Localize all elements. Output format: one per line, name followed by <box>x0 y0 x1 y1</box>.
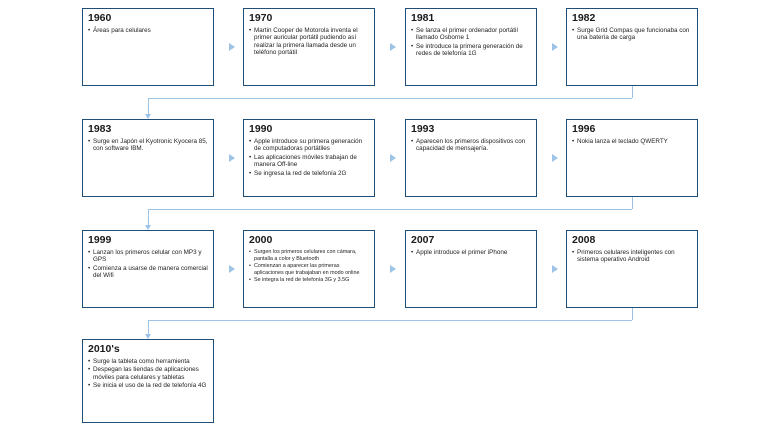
timeline-events <box>411 249 531 256</box>
timeline-year: 1960 <box>88 12 112 24</box>
timeline-events <box>572 27 692 42</box>
connector-arrow-icon <box>552 43 558 51</box>
connector-arrow-icon <box>552 154 558 162</box>
connector-arrow-icon <box>229 154 235 162</box>
timeline-year: 1981 <box>411 12 435 24</box>
timeline-event: • Aparecen los primeros dispositivos con capacidad de mensajería. <box>411 138 531 153</box>
timeline-year: 1999 <box>88 234 112 246</box>
timeline-box <box>82 119 214 197</box>
timeline-year: 1990 <box>249 123 273 135</box>
timeline-events <box>88 358 208 390</box>
timeline-events <box>572 138 692 145</box>
connector-line <box>148 98 149 114</box>
connector-line <box>632 308 633 320</box>
timeline-event: • Se lanza el primer ordenador portátil llamado Osborne 1 <box>411 27 531 42</box>
timeline-event: • Surge la tableta como herramienta <box>88 358 208 365</box>
connector-line <box>632 86 633 98</box>
timeline-events <box>88 138 208 153</box>
timeline-event: • Despegan las tiendas de aplicaciones móviles para celulares y tabletas <box>88 366 208 381</box>
timeline-event: • Apple introduce su primera generación de computadoras portátiles <box>249 138 369 153</box>
timeline-box <box>566 8 698 86</box>
timeline-events <box>249 27 369 57</box>
timeline-box <box>243 230 375 308</box>
timeline-event: • Áreas para celulares <box>88 27 208 34</box>
timeline-event: • Las aplicaciones móviles trabajan de manera Off-line <box>249 154 369 169</box>
timeline-event: • Surge en Japón el Kyotronic Kyocera 85, con software IBM. <box>88 138 208 153</box>
timeline-year: 2000 <box>249 234 273 246</box>
timeline-events <box>572 249 692 264</box>
timeline-box <box>566 230 698 308</box>
timeline-box <box>243 119 375 197</box>
connector-arrow-icon <box>229 43 235 51</box>
timeline-event: • Surge Grid Compas que funcionaba con una batería de carga <box>572 27 692 42</box>
timeline-box <box>405 119 537 197</box>
timeline-event: • Lanzan los primeros celular con MP3 y GPS <box>88 249 208 264</box>
timeline-year: 2007 <box>411 234 435 246</box>
timeline-box <box>82 8 214 86</box>
timeline-event: • Primeros celulares inteligentes con sistema operativo Android <box>572 249 692 264</box>
timeline-event: • Se integra la red de telefonía 3G y 3.5G <box>249 277 369 284</box>
timeline-year: 1982 <box>572 12 596 24</box>
timeline-events <box>88 249 208 280</box>
timeline-events <box>249 138 369 177</box>
timeline-events <box>411 27 531 58</box>
connector-arrow-icon <box>390 43 396 51</box>
timeline-year: 2010's <box>88 343 120 355</box>
connector-line <box>148 320 632 321</box>
timeline-box <box>243 8 375 86</box>
timeline-year: 1993 <box>411 123 435 135</box>
timeline-box <box>82 339 214 423</box>
timeline-box <box>405 230 537 308</box>
connector-arrow-icon <box>390 154 396 162</box>
connector-line <box>148 209 632 210</box>
timeline-box <box>405 8 537 86</box>
connector-line <box>632 197 633 209</box>
timeline-year: 1970 <box>249 12 273 24</box>
timeline-events <box>88 27 208 34</box>
connector-arrow-icon <box>229 265 235 273</box>
timeline-event: • Surgen los primeros celulares con cámara, pantalla a color y Bluetooth <box>249 249 369 262</box>
connector-arrow-icon <box>390 265 396 273</box>
timeline-event: • Martin Cooper de Motorola inventa el primer auricular portátil pudiendo así realizar la primera llamada desde un teléfono portátil <box>249 27 369 57</box>
timeline-year: 1996 <box>572 123 596 135</box>
timeline-events <box>249 249 369 284</box>
timeline-event: • Comienzan a aparecer las primeras aplicaciones que trabajaban en modo online <box>249 263 369 276</box>
timeline-box <box>566 119 698 197</box>
timeline-event: • Se ingresa la red de telefonía 2G <box>249 170 369 177</box>
connector-line <box>148 98 632 99</box>
connector-line <box>148 320 149 334</box>
connector-line <box>148 209 149 225</box>
timeline-year: 1983 <box>88 123 112 135</box>
timeline-events <box>411 138 531 153</box>
timeline-event: • Apple introduce el primer iPhone <box>411 249 531 256</box>
timeline-event: • Se inicia el uso de la red de telefonía 4G <box>88 382 208 389</box>
timeline-event: • Comienza a usarse de manera comercial del Wifi <box>88 265 208 280</box>
connector-arrow-icon <box>552 265 558 273</box>
timeline-event: • Nokia lanza el teclado QWERTY <box>572 138 692 145</box>
timeline-box <box>82 230 214 308</box>
timeline-event: • Se introduce la primera generación de redes de telefonía 1G <box>411 43 531 58</box>
timeline-year: 2008 <box>572 234 596 246</box>
